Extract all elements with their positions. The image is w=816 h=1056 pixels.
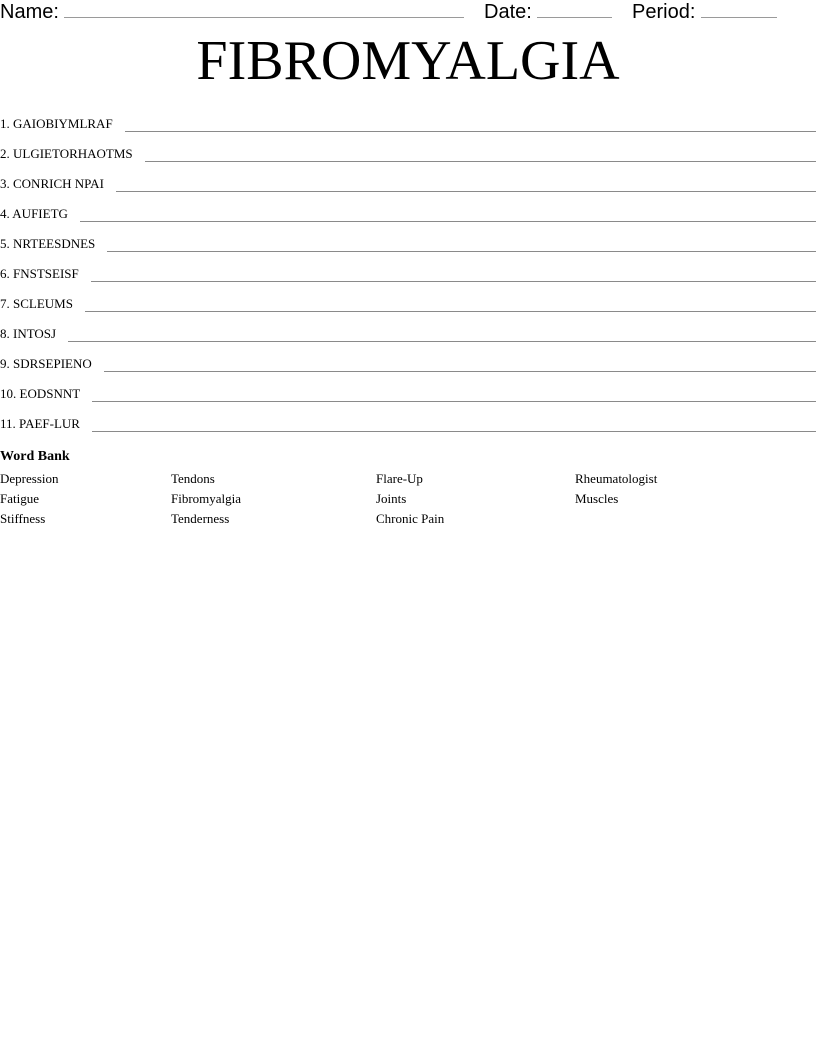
word-bank-word: Fatigue [0, 491, 39, 506]
word-bank-word: Fibromyalgia [171, 491, 242, 506]
answer-line[interactable] [116, 190, 816, 192]
word-bank-word: Chronic Pain [376, 511, 445, 526]
scramble-label: 6. FNSTSEISF [0, 266, 79, 281]
period-blank[interactable] [701, 0, 777, 18]
word-bank-word: Flare-Up [376, 471, 423, 486]
word-bank-word: Stiffness [0, 511, 46, 526]
scramble-item [0, 320, 816, 342]
worksheet-title: FIBROMYALGIA [196, 30, 620, 92]
scramble-label: 10. EODSNNT [0, 386, 81, 401]
scramble-item [0, 200, 816, 222]
word-bank-word: Joints [376, 491, 407, 506]
answer-line[interactable] [104, 370, 816, 372]
word-bank-column [0, 469, 59, 529]
scramble-label: 8. INTOSJ [0, 326, 57, 341]
word-bank-column [171, 469, 241, 529]
scramble-label: 7. SCLEUMS [0, 296, 73, 311]
answer-line[interactable] [125, 130, 816, 132]
scramble-item [0, 170, 816, 192]
scramble-item [0, 260, 816, 282]
date-field[interactable] [484, 0, 612, 23]
answer-line[interactable] [85, 310, 816, 312]
period-field[interactable] [632, 0, 777, 23]
scramble-item [0, 410, 816, 432]
scramble-label: 1. GAIOBIYMLRAF [0, 116, 113, 131]
word-bank-word: Depression [0, 471, 59, 486]
scramble-item [0, 290, 816, 312]
scramble-label: 9. SDRSEPIENO [0, 356, 92, 371]
scramble-label: 5. NRTEESDNES [0, 236, 96, 251]
answer-line[interactable] [145, 160, 816, 162]
name-blank[interactable] [64, 0, 464, 18]
name-field[interactable] [0, 0, 464, 23]
word-bank-word: Tendons [171, 471, 215, 486]
scramble-item [0, 140, 816, 162]
scramble-item [0, 380, 816, 402]
date-label: Date: [484, 1, 532, 23]
scramble-item [0, 350, 816, 372]
word-bank-heading: Word Bank [0, 449, 70, 464]
word-bank-column [376, 469, 444, 529]
worksheet-header [0, 0, 816, 24]
word-bank-word: Muscles [575, 491, 619, 506]
word-bank-column [575, 469, 657, 509]
scramble-label: 4. AUFIETG [0, 206, 68, 221]
answer-line[interactable] [92, 430, 816, 432]
scramble-label: 11. PAEF-LUR [0, 416, 80, 431]
answer-line[interactable] [92, 400, 816, 402]
answer-line[interactable] [68, 340, 816, 342]
word-bank-word: Rheumatologist [575, 471, 658, 486]
scramble-label: 3. CONRICH NPAI [0, 176, 104, 191]
word-bank-word: Tenderness [171, 511, 230, 526]
scramble-item [0, 230, 816, 252]
answer-line[interactable] [107, 250, 816, 252]
scramble-item [0, 110, 816, 132]
name-label: Name: [0, 1, 59, 23]
period-label: Period: [632, 1, 696, 23]
date-blank[interactable] [537, 0, 612, 18]
answer-line[interactable] [91, 280, 816, 282]
answer-line[interactable] [80, 220, 816, 222]
scramble-label: 2. ULGIETORHAOTMS [0, 146, 133, 161]
